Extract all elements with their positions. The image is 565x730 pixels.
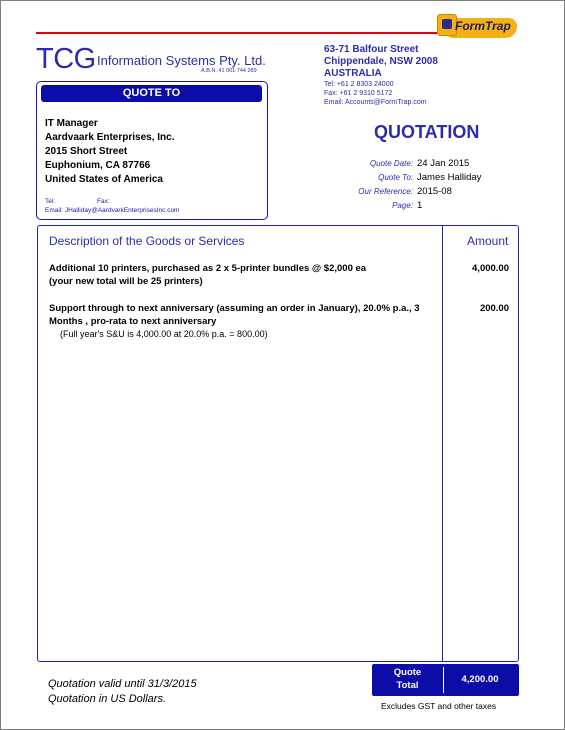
quote-total-box: [372, 664, 519, 696]
company-abn: A.B.N. 41 001 744 289: [201, 68, 257, 74]
description-column-header: Description of the Goods or Services: [49, 234, 245, 248]
reference-value: 2015-08: [417, 186, 452, 197]
customer-fax-label: Fax:: [97, 198, 110, 205]
page-value: 1: [417, 200, 423, 211]
quote-total-label-line-2: Total: [396, 680, 419, 691]
quote-date-label: Quote Date:: [369, 159, 413, 168]
quote-date-value: 24 Jan 2015: [417, 158, 470, 169]
address-fax: Fax: +61 2 9310 5172: [324, 90, 393, 97]
currency-note: Quotation in US Dollars.: [48, 693, 166, 705]
reference-label: Our Reference:: [358, 187, 413, 196]
address-email: Email: Accounts@FormTrap.com: [324, 99, 427, 106]
line-items-table: [37, 225, 519, 662]
logo-text: FormTrap: [455, 19, 511, 33]
quote-total-label-line-1: Quote: [393, 667, 422, 678]
line-item-description: Additional 10 printers, purchased as 2 x 5-printer bundles @ $2,000 ea: [49, 263, 367, 274]
quote-to-panel: [36, 81, 268, 220]
validity-note: Quotation valid until 31/3/2015: [48, 678, 197, 690]
formtrap-logo-icon: [437, 14, 457, 36]
line-item-description: Support through to next anniversary (assuming an order in January), 20.0% p.a., 3: [49, 303, 420, 314]
customer-line: IT Manager: [45, 118, 98, 129]
company-full-name: Information Systems Pty. Ltd.: [97, 53, 266, 68]
address-country: AUSTRALIA: [324, 68, 382, 79]
amount-column-header: Amount: [467, 234, 509, 248]
company-short-name: TCG: [36, 43, 96, 75]
quote-to-header: QUOTE TO: [41, 85, 262, 102]
quote-to-value: James Halliday: [417, 172, 482, 183]
formtrap-logo: [437, 14, 519, 40]
customer-line: 2015 Short Street: [45, 146, 128, 157]
address-street: 63-71 Balfour Street: [324, 44, 419, 55]
line-item-amount: 4,000.00: [472, 263, 509, 274]
line-item-description: (your new total will be 25 printers): [49, 276, 203, 287]
quote-total-value: 4,200.00: [461, 674, 499, 685]
page-label: Page:: [392, 201, 413, 210]
customer-tel-label: Tel:: [45, 198, 56, 205]
line-item-note: (Full year's S&U is 4,000.00 at 20.0% p.a. = 800.00): [60, 329, 268, 339]
document-title: QUOTATION: [374, 122, 480, 142]
customer-line: Aardvaark Enterprises, Inc.: [45, 132, 175, 143]
column-divider: [442, 226, 443, 661]
customer-line: United States of America: [45, 174, 163, 185]
line-item-description: Months , pro-rata to next anniversary: [49, 316, 217, 327]
line-item-amount: 200.00: [479, 303, 509, 314]
total-divider: [443, 667, 444, 693]
customer-email: Email: JHalliday@AardvarkEnterprisesInc.com: [45, 207, 180, 214]
tax-note: Excludes GST and other taxes: [381, 701, 497, 711]
customer-line: Euphonium, CA 87766: [45, 160, 151, 171]
address-city: Chippendale, NSW 2008: [324, 56, 438, 67]
quote-total-label: [372, 666, 443, 692]
quote-to-label: Quote To:: [378, 173, 413, 182]
header-red-rule: [36, 32, 444, 34]
address-tel: Tel: +61 2 8303 24000: [324, 81, 394, 88]
